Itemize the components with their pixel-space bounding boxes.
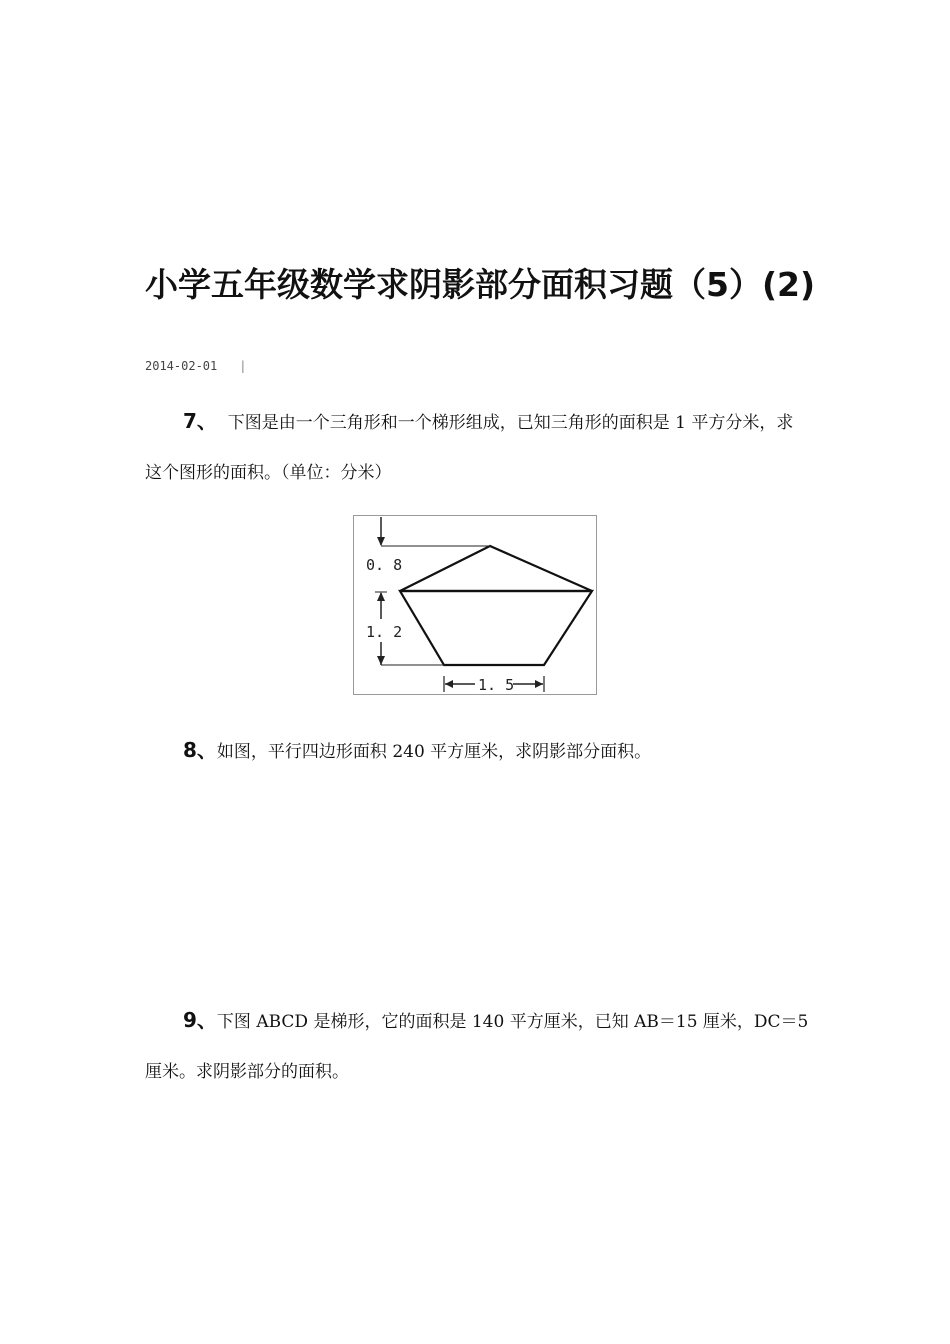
- dim-1-5-label: 1. 5: [478, 676, 515, 694]
- question-number: 7、: [183, 409, 217, 433]
- dim-1-2-label: 1. 2: [366, 623, 403, 641]
- post-meta: [145, 357, 246, 375]
- question-7-figure: [353, 515, 597, 695]
- question-text: 下图是由一个三角形和一个梯形组成，已知三角形的面积是 1 平方分米，求这个图形的面积。（单位：分米）: [145, 413, 794, 483]
- meta-separator: |: [239, 359, 247, 373]
- dim-0-8-label: 0. 8: [366, 556, 403, 574]
- question-9: [145, 995, 810, 1097]
- post-date: 2014-02-01: [145, 359, 218, 373]
- question-8: [145, 725, 810, 777]
- question-text: 如图，平行四边形面积 240 平方厘米，求阴影部分面积。: [216, 742, 652, 762]
- page-title: 小学五年级数学求阴影部分面积习题（5）(2): [145, 265, 816, 304]
- composite-shape-diagram: [353, 515, 597, 695]
- figure-border: [354, 516, 597, 695]
- question-text: 下图 ABCD 是梯形，它的面积是 140 平方厘米，已知 AB＝15 厘米，DC＝5 厘米。求阴影部分的面积。: [145, 1012, 809, 1082]
- question-number: 9、: [183, 1008, 217, 1032]
- question-number: 8、: [183, 738, 217, 762]
- question-7: [145, 396, 810, 498]
